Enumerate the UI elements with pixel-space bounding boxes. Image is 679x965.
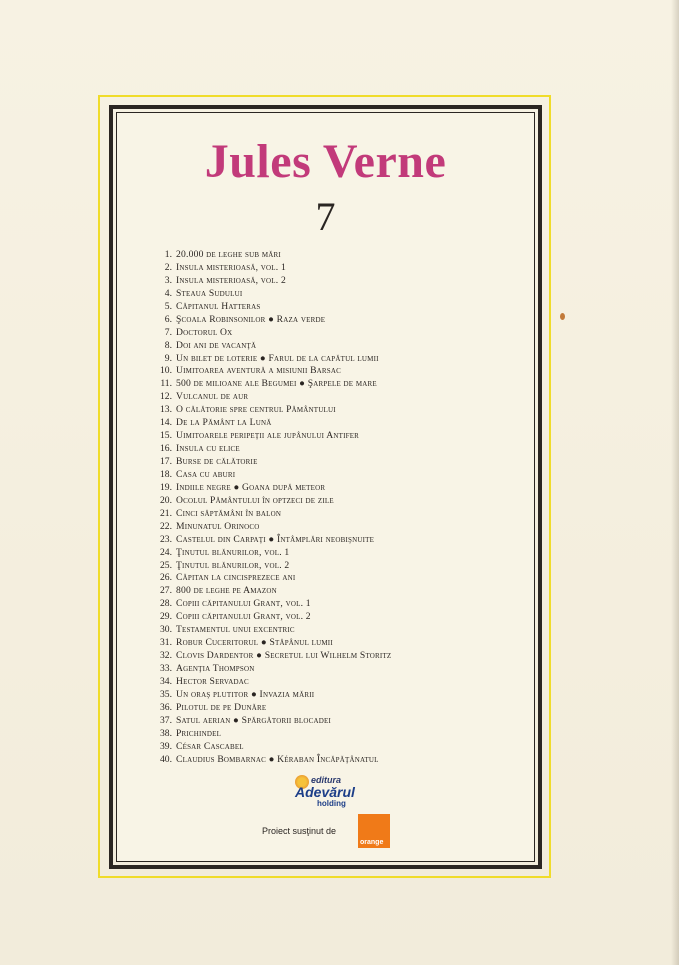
title-number: 32. xyxy=(160,650,172,662)
title-number: 39. xyxy=(160,740,172,752)
paper-stain xyxy=(560,313,565,320)
title-list-item xyxy=(150,495,530,508)
title-list-item xyxy=(150,508,530,521)
title-text: Doi ani de vacanţă xyxy=(176,339,257,351)
publisher-logo-line1: editura xyxy=(311,775,342,785)
title-list-item xyxy=(150,585,530,598)
title-text: Indiile negre ● Goana după meteor xyxy=(176,481,326,493)
title-text: Pilotul de pe Dunăre xyxy=(176,701,267,713)
title-number: 7. xyxy=(164,326,172,338)
title-list-item xyxy=(150,598,530,611)
title-text: Un bilet de loterie ● Farul de la capătul lumii xyxy=(176,352,379,364)
title-number: 14. xyxy=(160,417,172,429)
title-number: 36. xyxy=(160,701,172,713)
publisher-logo-line2: Adevărul xyxy=(295,784,355,800)
title-text: Insula misterioasă, vol. 2 xyxy=(176,274,286,286)
title-text: Căpitan la cincisprezece ani xyxy=(176,572,296,584)
title-text: 800 de leghe pe Amazon xyxy=(176,585,277,597)
title-text: Ocolul Pământului în optzeci de zile xyxy=(176,494,334,506)
title-list-item xyxy=(150,521,530,534)
title-number: 25. xyxy=(160,559,172,571)
title-number: 16. xyxy=(160,443,172,455)
title-text: Claudius Bombarnac ● Kéraban Încăpăţânatul xyxy=(176,753,379,765)
title-text: 500 de milioane ale Begumei ● Şarpele de mare xyxy=(176,378,377,390)
title-list-item xyxy=(150,417,530,430)
title-number: 4. xyxy=(164,287,172,299)
title-number: 18. xyxy=(160,468,172,480)
title-number: 5. xyxy=(164,300,172,312)
title-number: 26. xyxy=(160,572,172,584)
title-number: 34. xyxy=(160,675,172,687)
title-text: César Cascabel xyxy=(176,740,244,752)
title-list-item xyxy=(150,741,530,754)
title-text: Un oraş plutitor ● Invazia mării xyxy=(176,688,315,700)
title-list-item xyxy=(150,404,530,417)
title-list-item xyxy=(150,391,530,404)
title-number: 12. xyxy=(160,391,172,403)
title-list-item xyxy=(150,301,530,314)
title-text: Steaua Sudului xyxy=(176,287,243,299)
title-list-item xyxy=(150,572,530,585)
title-list-item xyxy=(150,430,530,443)
title-text: Uimitoarea aventură a misiunii Barsac xyxy=(176,365,342,377)
title-number: 29. xyxy=(160,611,172,623)
title-text: Vulcanul de aur xyxy=(176,391,249,403)
title-number: 6. xyxy=(164,313,172,325)
title-text: Minunatul Orinoco xyxy=(176,520,260,532)
title-text: Testamentul unui excentric xyxy=(176,624,295,636)
author-title: Jules Verne xyxy=(204,135,447,188)
title-text: Insula cu elice xyxy=(176,443,240,455)
title-text: Satul aerian ● Spărgătorii blocadei xyxy=(176,714,332,726)
title-number: 28. xyxy=(160,598,172,610)
title-number: 23. xyxy=(160,533,172,545)
title-list-item xyxy=(150,611,530,624)
title-text: Robur Cuceritorul ● Stăpânul lumii xyxy=(176,637,333,649)
title-list-item xyxy=(150,728,530,741)
title-text: Hector Servadac xyxy=(176,675,249,687)
title-text: Ţinutul blănurilor, vol. 2 xyxy=(176,559,290,571)
title-number: 20. xyxy=(160,494,172,506)
title-list-item xyxy=(150,547,530,560)
title-list-item xyxy=(150,262,530,275)
title-number: 24. xyxy=(160,546,172,558)
title-number: 1. xyxy=(164,249,172,260)
sponsor-text: Proiect susţinut de xyxy=(262,826,337,836)
title-list-item xyxy=(150,378,530,391)
title-text: Copiii căpitanului Grant, vol. 2 xyxy=(176,611,311,623)
title-list-item xyxy=(150,534,530,547)
title-number: 27. xyxy=(160,585,172,597)
title-list-item xyxy=(150,340,530,353)
title-list-item xyxy=(150,650,530,663)
title-text: Casa cu aburi xyxy=(176,468,236,480)
title-list-item xyxy=(150,676,530,689)
title-list-item xyxy=(150,482,530,495)
orange-logo-text: orange xyxy=(360,839,384,846)
title-number: 30. xyxy=(160,624,172,636)
title-list-item xyxy=(150,469,530,482)
title-list-item xyxy=(150,624,530,637)
title-list-item xyxy=(150,353,530,366)
title-text: Uimitoarele peripeţii ale jupânului Antifer xyxy=(176,430,360,442)
title-number: 8. xyxy=(164,339,172,351)
title-list-item xyxy=(150,754,530,767)
title-list-item xyxy=(150,365,530,378)
title-text: Insula misterioasă, vol. 1 xyxy=(176,261,286,273)
title-text: Cinci săptămâni în balon xyxy=(176,507,282,519)
title-text: Şcoala Robinsonilor ● Raza verde xyxy=(176,313,326,325)
title-list-item xyxy=(150,249,530,262)
title-text: Doctorul Ox xyxy=(176,326,233,338)
title-list-item xyxy=(150,327,530,340)
title-number: 11. xyxy=(160,378,172,390)
title-number: 33. xyxy=(160,663,172,674)
orange-logo xyxy=(358,814,390,848)
title-number: 3. xyxy=(164,274,172,286)
title-number: 9. xyxy=(164,352,172,364)
title-list-item xyxy=(150,689,530,702)
title-list-item xyxy=(150,663,530,676)
title-text: Burse de călătorie xyxy=(176,456,258,467)
title-number: 2. xyxy=(164,261,172,273)
title-list-item xyxy=(150,637,530,650)
title-list-item xyxy=(150,275,530,288)
title-list-item xyxy=(150,560,530,573)
title-number: 31. xyxy=(160,637,172,649)
publisher-logo xyxy=(290,775,370,811)
title-text: De la Pământ la Lună xyxy=(176,417,272,429)
title-text: Prichindel xyxy=(176,727,222,739)
title-list-item xyxy=(150,456,530,469)
title-number: 38. xyxy=(160,727,172,739)
title-list-item xyxy=(150,715,530,728)
title-text: O călătorie spre centrul Pământului xyxy=(176,404,336,416)
title-text: 20.000 de leghe sub mări xyxy=(176,249,281,260)
title-list-item xyxy=(150,288,530,301)
volume-number: 7 xyxy=(315,194,336,239)
title-number: 15. xyxy=(160,430,172,442)
title-number: 10. xyxy=(160,365,172,377)
title-number: 13. xyxy=(160,404,172,416)
title-number: 17. xyxy=(160,456,172,467)
title-text: Căpitanul Hatteras xyxy=(176,300,261,312)
title-text: Ţinutul blănurilor, vol. 1 xyxy=(176,546,290,558)
title-list-item xyxy=(150,702,530,715)
title-list-item xyxy=(150,314,530,327)
title-number: 22. xyxy=(160,520,172,532)
title-text: Castelul din Carpaţi ● Întâmplări neobişnuite xyxy=(176,533,375,545)
titles-list xyxy=(150,249,530,767)
title-number: 40. xyxy=(160,753,172,765)
title-list-item xyxy=(150,443,530,456)
title-number: 35. xyxy=(160,688,172,700)
title-number: 21. xyxy=(160,507,172,519)
title-number: 37. xyxy=(160,714,172,726)
publisher-logo-line3: holding xyxy=(317,799,346,808)
title-number: 19. xyxy=(160,481,172,493)
title-text: Copiii căpitanului Grant, vol. 1 xyxy=(176,598,311,610)
cover-edge-shadow xyxy=(671,0,679,965)
title-text: Clovis Dardentor ● Secretul lui Wilhelm Storitz xyxy=(176,650,392,662)
title-text: Agenţia Thompson xyxy=(176,663,255,674)
